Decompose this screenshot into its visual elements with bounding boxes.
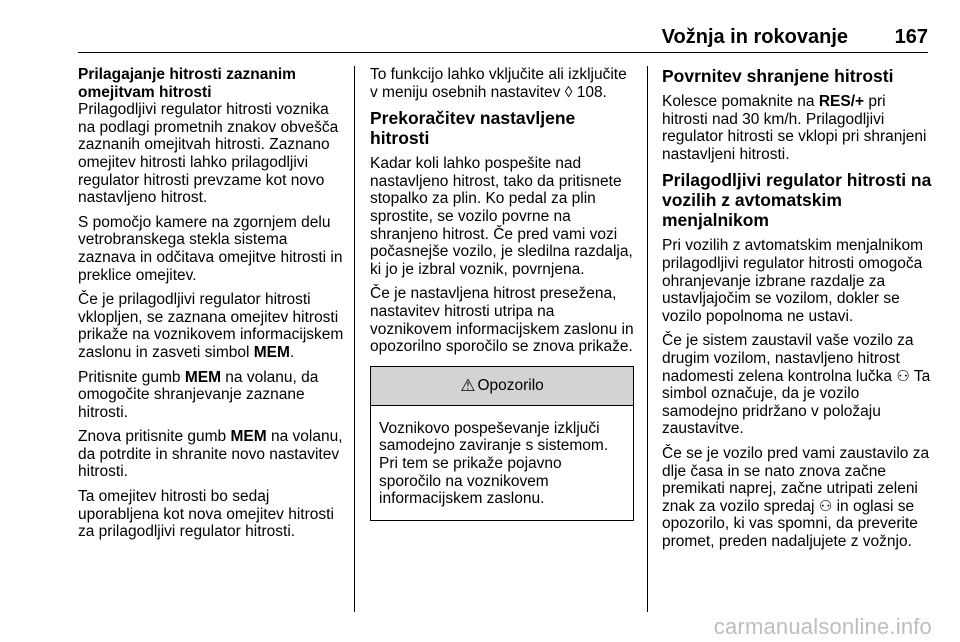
paragraph: To funkcijo lahko vključite ali izključite v meniju osebnih nastavitev ◊ 108. <box>370 66 627 101</box>
paragraph: Kadar koli lahko pospešite nad nastavljeno hitrost, tako da pritisnete stopalko za plin. Ko pedal za plin sprostite, se vozilo povrne na shranjeno hitrost. Če pred vami vozi počasnejše vozilo, je sledilna razdalja, ki jo je izbral voznik, povrnjena. <box>370 155 633 278</box>
column-left <box>78 66 346 548</box>
paragraph: Pri vozilih z avtomatskim menjalnikom prilagodljivi regulator hitrosti omogoča ohranjevanje izbrane razdalje za ustavljajočim se vozilom, dokler se vozilo popolnoma ne ustavi. <box>662 237 923 325</box>
section-heading: Prekoračitev nastavljene hitrosti <box>370 108 576 149</box>
chapter-title: Vožnja in rokovanje <box>661 26 848 48</box>
page-number: 167 <box>894 26 928 48</box>
section-heading: Prilagajanje hitrosti zaznanim omejitvam hitrosti <box>78 66 296 101</box>
column-divider <box>647 66 648 612</box>
mem-button-label: MEM <box>184 368 221 386</box>
column-middle <box>370 66 634 521</box>
paragraph: S pomočjo kamere na zgornjem delu vetrobranskega stekla sistema zaznava in odčitava omejitve hitrosti in preklice omejitev. <box>78 213 343 284</box>
section-heading: Prilagodljivi regulator hitrosti na vozilih z avtomatskim menjalnikom <box>662 170 932 231</box>
paragraph: Če je sistem zaustavil vaše vozilo za drugim vozilom, nastavljeno hitrost nadomesti zelena kontrolna lučka ⚇ Ta simbol označuje, da je vozilo samodejno pridržano v položaju zaustavitve. <box>662 332 931 438</box>
watermark: carmanualsonline.info <box>713 614 932 639</box>
page-header <box>78 26 928 53</box>
page-reference-icon: ◊ <box>564 83 573 101</box>
paragraph: Če je prilagodljivi regulator hitrosti vklopljen, se zaznana omejitev hitrosti prikaže na voznikovem informacijskem zaslonu in zasveti simbol MEM. <box>78 291 344 361</box>
warning-title: Opozorilo <box>477 376 544 394</box>
column-divider <box>354 66 355 612</box>
section-heading: Povrnitev shranjene hitrosti <box>662 66 894 86</box>
mem-button-label: MEM <box>230 428 267 446</box>
paragraph: Ta omejitev hitrosti bo sedaj uporabljena kot nova omejitev hitrosti za prilagodljivi regulator hitrosti. <box>78 488 334 541</box>
res-button-label: RES/+ <box>818 93 865 110</box>
warning-triangle-icon: ⚠ <box>460 375 476 395</box>
mem-symbol: MEM <box>253 343 290 361</box>
paragraph: Če se je vozilo pred vami zaustavilo za dlje časa in se nato znova začne premikati naprej, začne utripati zeleni znak za vozilo spredaj ⚇ in oglasi se opozorilo, ki vas spomni, da preverite promet, preden nadaljujete z vožnjo. <box>662 444 930 550</box>
paragraph: Znova pritisnite gumb MEM na volanu, da potrdite in shranite novo nastavitev hitrosti. <box>78 428 343 481</box>
warning-box <box>370 366 634 521</box>
warning-text: Voznikovo pospeševanje izključi samodejno zaviranje s sistemom. Pri tem se prikaže pojavno sporočilo na voznikovem informacijskem zaslonu. <box>379 419 609 508</box>
paragraph: Če je nastavljena hitrost presežena, nastavitev hitrosti utripa na voznikovem informacijskem zaslonu in opozorilno sporočilo se znova prikaže. <box>370 285 634 356</box>
vehicle-ahead-indicator-icon: ⚇ <box>818 497 833 515</box>
vehicle-ahead-indicator-icon: ⚇ <box>896 367 910 385</box>
paragraph: Kolesce pomaknite na RES/+ pri hitrosti nad 30 km/h. Prilagodljivi regulator hitrosti se vklopi pri shranjeni nastavljeni hitrosti. <box>662 93 927 163</box>
warning-header <box>371 367 633 406</box>
paragraph: Pritisnite gumb MEM na volanu, da omogočite shranjevanje zaznane hitrosti. <box>78 368 319 421</box>
column-right <box>662 66 932 557</box>
paragraph: Prilagodljivi regulator hitrosti voznika na podlagi prometnih znakov obvešča zaznanih omejitvah hitrosti. Zaznano omejitev hitrosti lahko prilagodljivi regulator hitrosti prevzame kot novo nastavljeno hitrost. <box>78 101 339 207</box>
